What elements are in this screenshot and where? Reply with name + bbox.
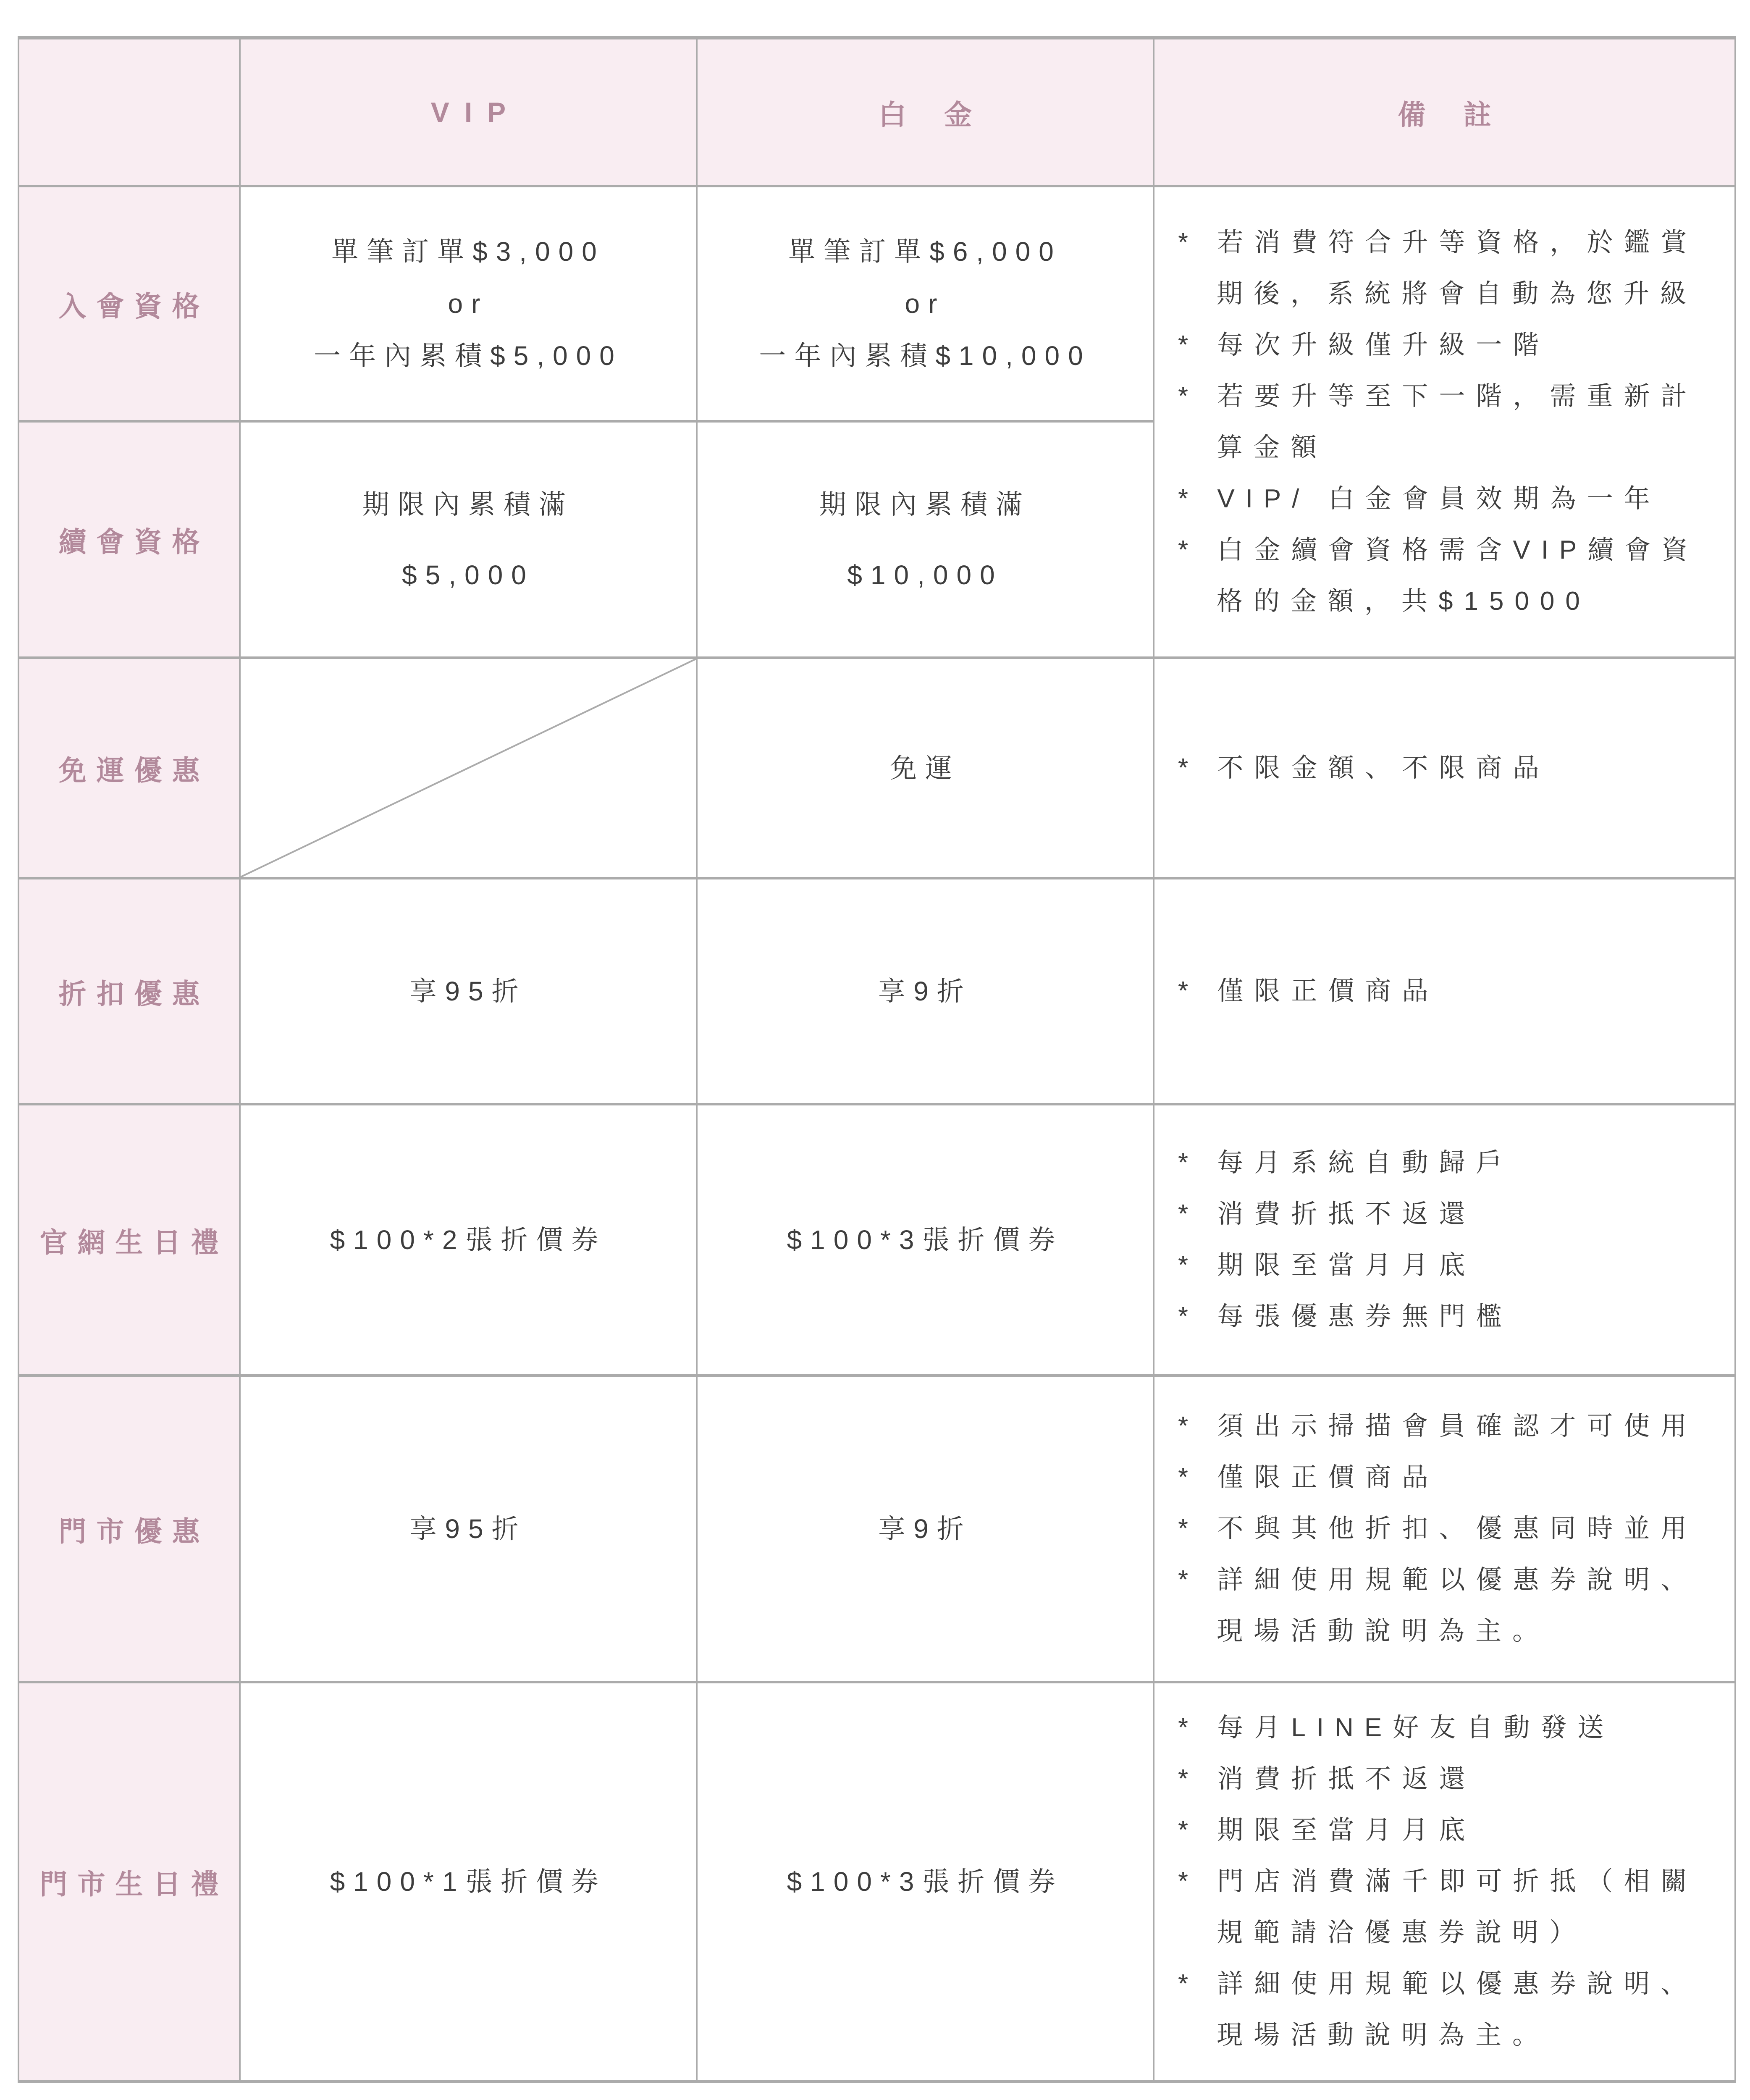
cell-text-line: 免運 bbox=[890, 753, 960, 783]
cell-text-line: 享9折 bbox=[878, 1514, 972, 1544]
cell-store-discount-notes bbox=[1154, 1377, 1734, 1683]
note-line: 期後，系統將會自動為您升級 bbox=[1217, 279, 1698, 308]
row-label-web-birthday-gift: 官網生日禮 bbox=[19, 1105, 241, 1377]
header-notes bbox=[1154, 39, 1734, 187]
cell-text-line: or bbox=[905, 289, 946, 319]
cell-text-line: 享95折 bbox=[409, 1514, 527, 1544]
header-notes-label: 備 註 bbox=[1398, 99, 1506, 130]
cell-store-discount-vip bbox=[241, 1377, 698, 1683]
cell-text-line: or bbox=[448, 289, 489, 319]
row-label-store-discount: 門市優惠 bbox=[19, 1377, 241, 1683]
cell-free-shipping-vip-na bbox=[241, 659, 698, 879]
note-line: * 詳細使用規範以優惠券說明、 bbox=[1178, 1969, 1698, 1998]
note-line: 規範請洽優惠券說明） bbox=[1217, 1918, 1587, 1947]
note-line: 現場活動說明為主。 bbox=[1217, 2021, 1550, 2050]
header-platinum-label: 白 金 bbox=[878, 99, 987, 130]
cell-join-vip bbox=[241, 187, 698, 423]
note-line: * VIP/ 白金會員效期為一年 bbox=[1178, 484, 1661, 513]
note-line: * 不與其他折扣、優惠同時並用 bbox=[1178, 1514, 1698, 1543]
membership-tiers-table bbox=[18, 36, 1736, 2083]
cell-text-line: 享9折 bbox=[878, 976, 972, 1006]
cell-text-line: $100*3張折價券 bbox=[787, 1866, 1064, 1897]
cell-store-birthday-vip bbox=[241, 1683, 698, 2080]
row-label-renew-qualification: 續會資格 bbox=[19, 423, 241, 659]
cell-web-birthday-platinum bbox=[698, 1105, 1154, 1377]
cell-text-line: $5,000 bbox=[402, 559, 535, 590]
note-line: * 每次升級僅升級一階 bbox=[1178, 330, 1550, 360]
header-vip bbox=[241, 39, 698, 187]
cell-free-shipping-notes bbox=[1154, 659, 1734, 879]
note-line: * 白金續會資格需含VIP續會資 bbox=[1178, 535, 1699, 564]
cell-discount-vip bbox=[241, 879, 698, 1105]
note-line: * 期限至當月月底 bbox=[1178, 1816, 1476, 1845]
note-line: * 每月LINE好友自動發送 bbox=[1178, 1713, 1615, 1742]
note-line: 算金額 bbox=[1217, 433, 1328, 462]
cell-web-birthday-notes bbox=[1154, 1105, 1734, 1377]
cell-join-platinum bbox=[698, 187, 1154, 423]
note-line: * 期限至當月月底 bbox=[1178, 1251, 1476, 1280]
row-label-store-birthday-gift: 門市生日禮 bbox=[19, 1683, 241, 2080]
cell-web-birthday-vip bbox=[241, 1105, 698, 1377]
cell-text-line: 一年內累積$5,000 bbox=[314, 341, 623, 371]
note-line: * 消費折抵不返還 bbox=[1178, 1764, 1476, 1793]
note-line: * 門店消費滿千即可折抵（相關 bbox=[1178, 1867, 1698, 1896]
note-line: 格的金額，共$15000 bbox=[1217, 586, 1591, 616]
note-line: * 每張優惠券無門檻 bbox=[1178, 1302, 1513, 1331]
cell-text-line: 一年內累積$10,000 bbox=[759, 341, 1091, 371]
cell-discount-platinum bbox=[698, 879, 1154, 1105]
row-label-free-shipping: 免運優惠 bbox=[19, 659, 241, 879]
cell-text-line: 單筆訂單$3,000 bbox=[331, 236, 605, 267]
note-line: * 若要升等至下一階，需重新計 bbox=[1178, 381, 1698, 411]
row-label-discount: 折扣優惠 bbox=[19, 879, 241, 1105]
cell-text-line: 享95折 bbox=[409, 976, 527, 1006]
cell-store-birthday-platinum bbox=[698, 1683, 1154, 2080]
cell-text-line: 期限內累積滿 bbox=[362, 489, 574, 520]
cell-renew-platinum bbox=[698, 423, 1154, 659]
cell-text-line: 期限內累積滿 bbox=[819, 489, 1031, 520]
note-line: * 僅限正價商品 bbox=[1178, 976, 1439, 1005]
cell-store-discount-platinum bbox=[698, 1377, 1154, 1683]
cell-text-line: $100*3張折價券 bbox=[787, 1225, 1064, 1255]
cell-renew-vip bbox=[241, 423, 698, 659]
cell-text-line: 單筆訂單$6,000 bbox=[788, 236, 1062, 267]
header-platinum bbox=[698, 39, 1154, 187]
cell-store-birthday-notes bbox=[1154, 1683, 1734, 2080]
header-vip-label: VIP bbox=[430, 97, 521, 128]
cell-text-line: $100*1張折價券 bbox=[330, 1866, 607, 1897]
note-line: * 若消費符合升等資格，於鑑賞 bbox=[1178, 228, 1698, 257]
note-line: * 須出示掃描會員確認才可使用 bbox=[1178, 1412, 1698, 1441]
note-line: * 詳細使用規範以優惠券說明、 bbox=[1178, 1565, 1698, 1594]
cell-text-line: $10,000 bbox=[847, 559, 1003, 590]
cell-discount-notes bbox=[1154, 879, 1734, 1105]
cell-free-shipping-platinum bbox=[698, 659, 1154, 879]
note-line: * 不限金額、不限商品 bbox=[1178, 753, 1550, 782]
diagonal-slash bbox=[241, 659, 696, 877]
cell-text-line: $100*2張折價券 bbox=[330, 1225, 607, 1255]
note-line: 現場活動說明為主。 bbox=[1217, 1617, 1550, 1646]
note-line: * 每月系統自動歸戶 bbox=[1178, 1148, 1513, 1177]
header-empty-cell bbox=[19, 39, 241, 187]
cell-join-renew-notes bbox=[1154, 187, 1734, 659]
note-line: * 消費折抵不返還 bbox=[1178, 1200, 1476, 1228]
note-line: * 僅限正價商品 bbox=[1178, 1463, 1439, 1492]
row-label-join-qualification: 入會資格 bbox=[19, 187, 241, 423]
